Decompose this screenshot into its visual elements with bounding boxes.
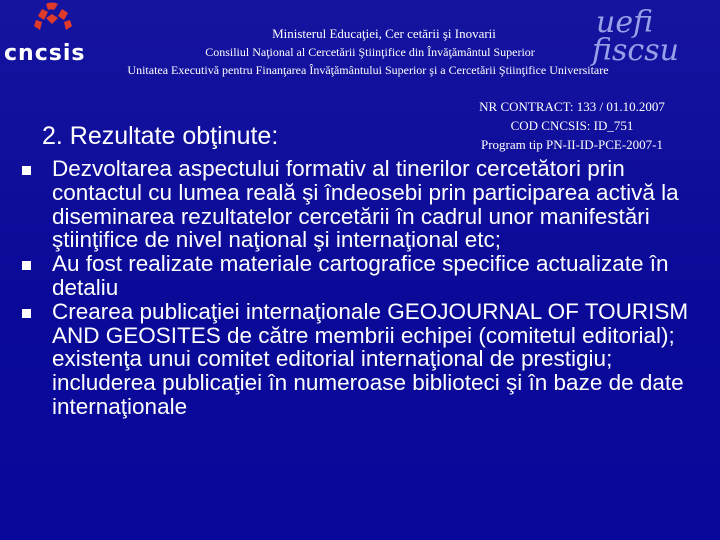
results-list (22, 157, 712, 419)
bullet-text: Dezvoltarea aspectului formativ al tinerilor cercetători prin contactul cu lumea reală şi îndeosebi prin participarea activă la diseminarea rezultatelor cercetării în cadrul unor manifestări ştiinţifice de nivel naţional şi internaţional etc; (52, 156, 679, 253)
uefiscsu-logo (588, 2, 720, 68)
section-title: 2. Rezultate obţinute: (42, 122, 279, 150)
bullet-square-icon (22, 166, 31, 175)
uefi-logo-text: uefi (596, 5, 654, 40)
bullet-square-icon (22, 261, 31, 270)
cncsis-code: COD CNCSIS: ID_751 (510, 118, 634, 133)
list-item (22, 252, 712, 300)
bullet-text: Crearea publicaţiei internaţionale GEOJOURNAL OF TOURISM AND GEOSITES de către membrii echipei (comitetul editorial); existenţa unui comitet editorial internaţional de prestigiu; includerea publicaţiei în numeroase biblioteci şi în baze de date internaţionale (52, 298, 689, 419)
contract-info (452, 97, 692, 154)
unit-line: Unitatea Executivă pentru Finanţarea Învăţământului Superior şi a Cercetării Ştiinţifice Universitare (127, 63, 609, 77)
contract-number: NR CONTRACT: 133 / 01.10.2007 (479, 99, 665, 114)
cncsis-logo-text: cncsis (4, 41, 86, 66)
fiscsu-logo-text: fiscsu (592, 33, 679, 68)
bullet-text: Au fost realizate materiale cartografice specifice actualizate în detaliu (52, 251, 669, 300)
program-type: Program tip PN-II-ID-PCE-2007-1 (481, 137, 663, 152)
council-line: Consiliul Naţional al Cercetării Ştiinţifice din Învăţământul Superior (205, 45, 535, 59)
bullet-square-icon (22, 309, 31, 318)
ministry-line: Ministerul Educaţiei, Cer cetării şi Inovarii (272, 26, 496, 41)
list-item (22, 300, 712, 419)
list-item (22, 157, 712, 252)
